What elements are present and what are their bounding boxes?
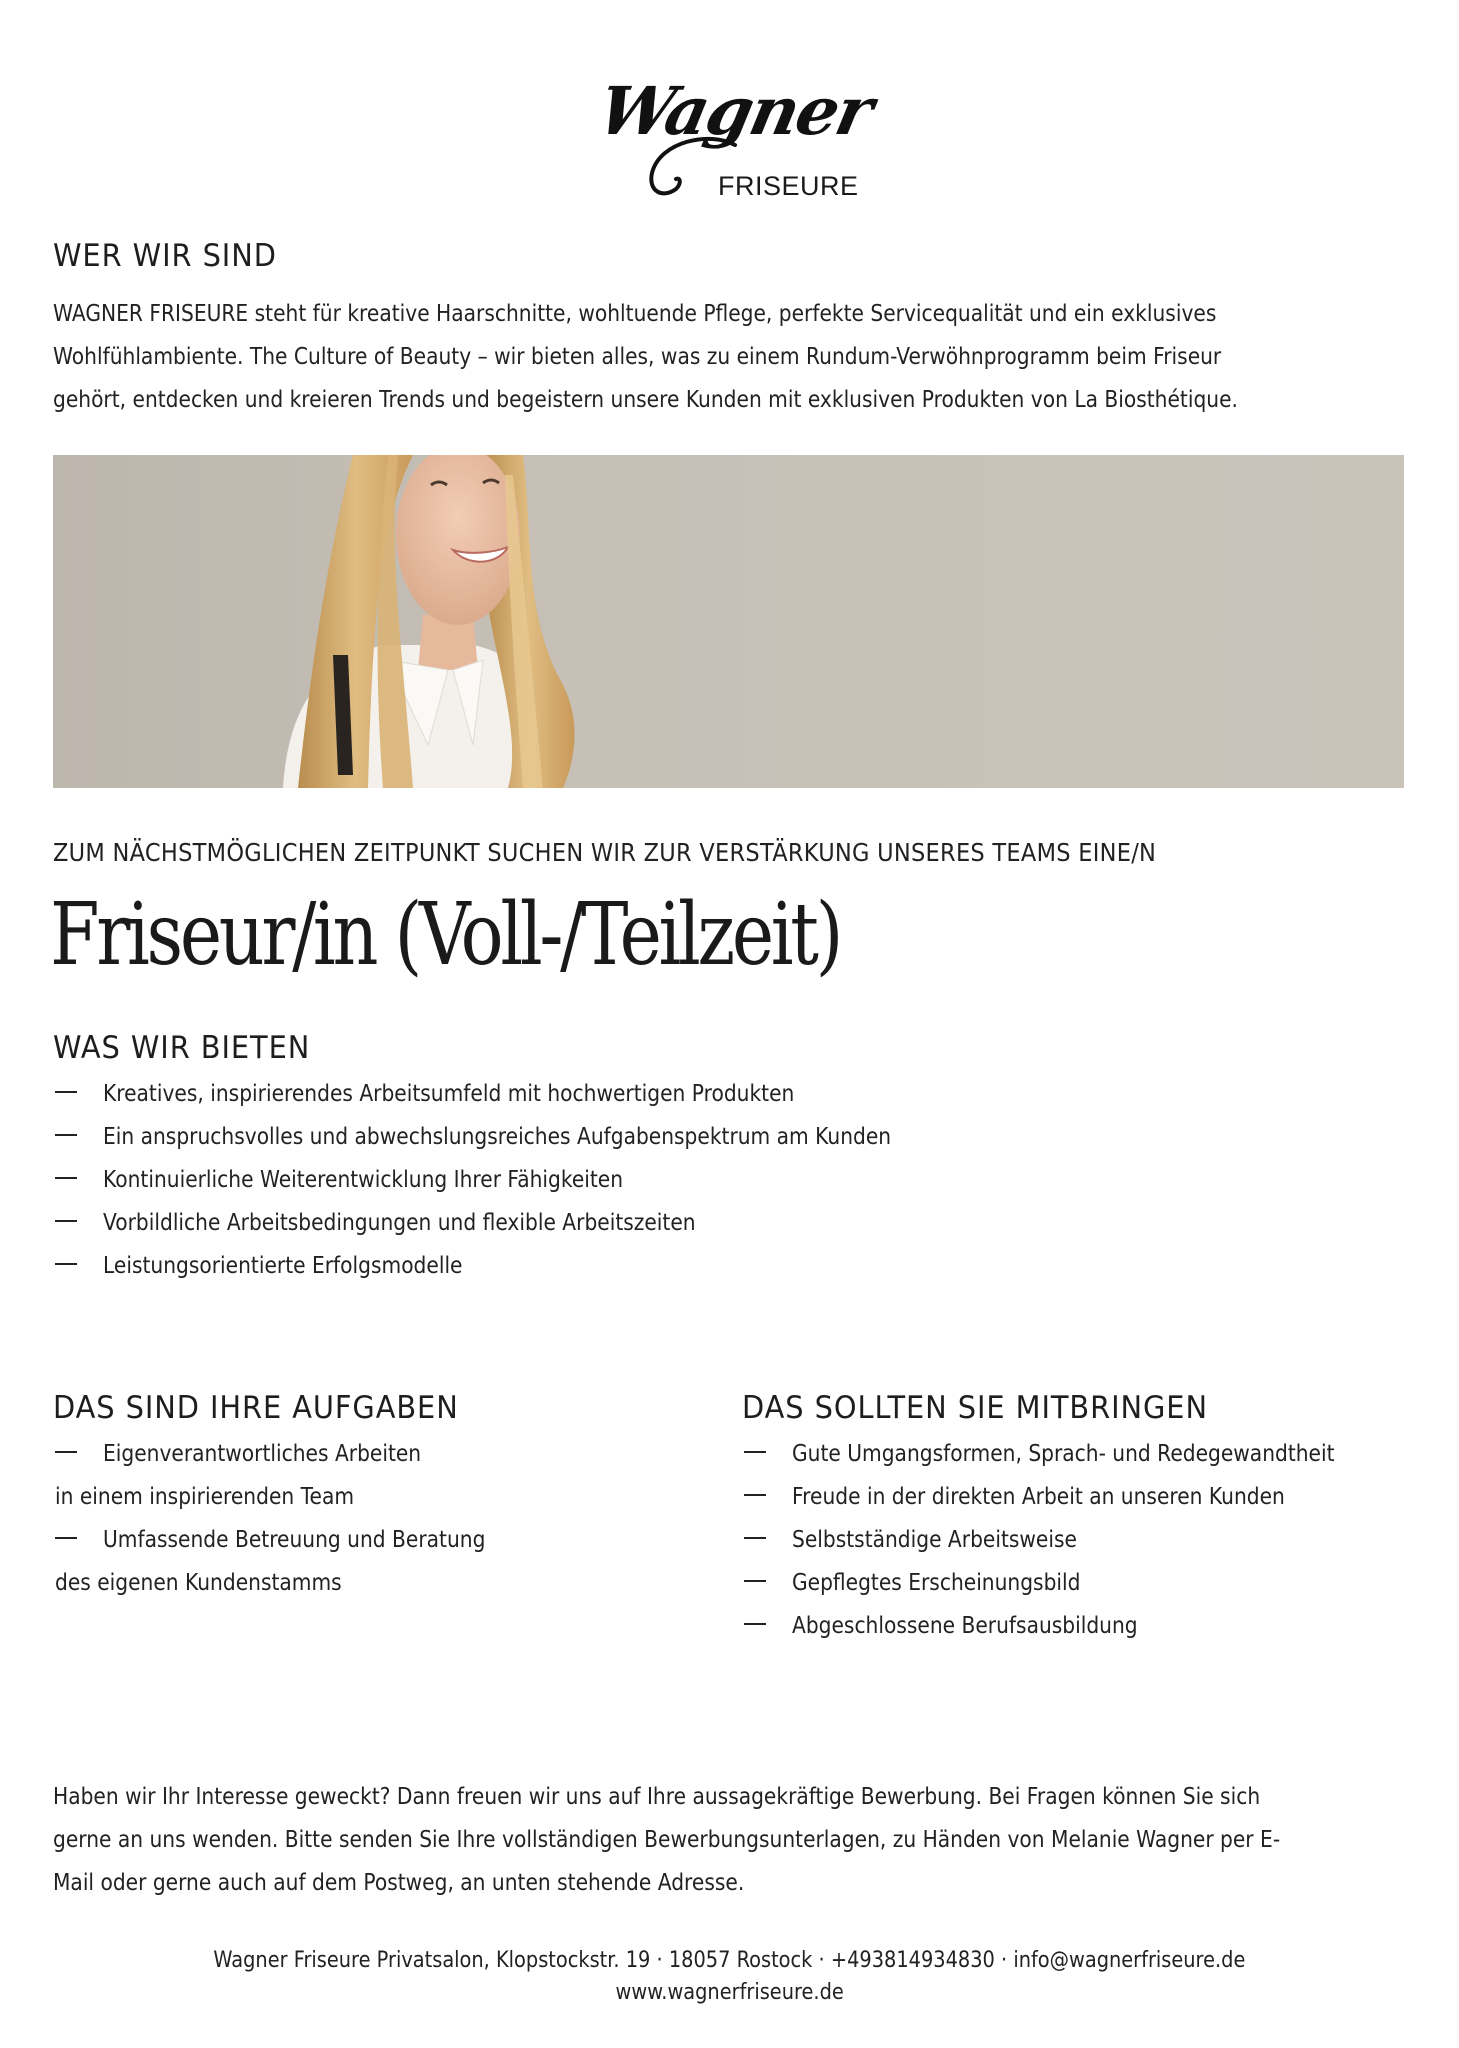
offer-list: [55, 1072, 1019, 1287]
dash-bullet-icon: [744, 1451, 766, 1453]
logo-subtitle: FRISEURE: [718, 171, 859, 201]
dash-bullet-icon: [55, 1451, 77, 1453]
section-heading-tasks: DAS SIND IHRE AUFGABEN: [53, 1390, 459, 1426]
job-title: Friseur/in (Voll-/Teilzeit): [50, 885, 841, 985]
dash-bullet-icon: [744, 1537, 766, 1539]
list-item-continuation: in einem inspirierenden Team: [55, 1482, 355, 1510]
about-paragraph: [53, 292, 1395, 421]
dash-bullet-icon: [744, 1494, 766, 1496]
about-line: Wohlfühlambiente. The Culture of Beauty – wir bieten alles, was zu einem Rundum-Verwöhnprogramm beim Friseur: [53, 342, 1222, 370]
list-item: Gepflegtes Erscheinungsbild: [744, 1561, 1423, 1604]
apply-line: Mail oder gerne auch auf dem Postweg, an unten stehende Adresse.: [53, 1868, 745, 1896]
apply-paragraph: [53, 1775, 1412, 1904]
dash-bullet-icon: [55, 1091, 77, 1093]
list-item: Kontinuierliche Weiterentwicklung Ihrer Fähigkeiten: [55, 1158, 1019, 1201]
list-item: Umfassende Betreuung und Beratung: [55, 1518, 548, 1561]
brand-logo: [591, 72, 879, 203]
dash-bullet-icon: [55, 1220, 77, 1222]
website-link[interactable]: www.wagnerfriseure.de: [615, 1980, 844, 2005]
section-heading-requirements: DAS SOLLTEN SIE MITBRINGEN: [742, 1390, 1208, 1426]
dash-bullet-icon: [55, 1537, 77, 1539]
about-line: gehört, entdecken und kreieren Trends und begeistern unsere Kunden mit exklusiven Produkten von La Biosthétique.: [53, 385, 1238, 413]
apply-line: Haben wir Ihr Interesse geweckt? Dann freuen wir uns auf Ihre aussagekräftige Bewerbung. Bei Fragen können Sie sich: [53, 1782, 1261, 1810]
list-item: Freude in der direkten Arbeit an unseren Kunden: [744, 1475, 1423, 1518]
list-item: Eigenverantwortliches Arbeiten: [55, 1432, 548, 1475]
apply-line: gerne an uns wenden. Bitte senden Sie Ihre vollständigen Bewerbungsunterlagen, zu Händen von Melanie Wagner per E-: [53, 1825, 1281, 1853]
hero-illustration: [53, 455, 1404, 788]
dash-bullet-icon: [55, 1177, 77, 1179]
list-item: Vorbildliche Arbeitsbedingungen und flexible Arbeitszeiten: [55, 1201, 1019, 1244]
footer-address-text: Wagner Friseure Privatsalon, Klopstockstr. 19 · 18057 Rostock · +493814934830 · info@wagnerfriseure.de: [213, 1948, 1246, 1973]
job-intro: ZUM NÄCHSTMÖGLICHEN ZEITPUNKT SUCHEN WIR ZUR VERSTÄRKUNG UNSERES TEAMS EINE/N: [53, 838, 1157, 867]
list-item: Gute Umgangsformen, Sprach- und Redegewandtheit: [744, 1432, 1423, 1475]
list-item: Leistungsorientierte Erfolgsmodelle: [55, 1244, 1019, 1287]
dash-bullet-icon: [55, 1134, 77, 1136]
footer-website[interactable]: [0, 1980, 1459, 2005]
list-item: Abgeschlossene Berufsausbildung: [744, 1604, 1423, 1647]
footer-address: [0, 1948, 1459, 1973]
tasks-list: [55, 1432, 548, 1604]
section-heading-offer: WAS WIR BIETEN: [53, 1030, 311, 1066]
list-item-continuation: des eigenen Kundenstamms: [55, 1568, 342, 1596]
logo-script-wordmark: Wagner: [591, 72, 879, 150]
list-item: Ein anspruchsvolles und abwechslungsreiches Aufgabenspektrum am Kunden: [55, 1115, 1019, 1158]
hero-photo: [53, 455, 1404, 788]
about-line: WAGNER FRISEURE steht für kreative Haarschnitte, wohltuende Pflege, perfekte Servicequalität und ein exklusives: [53, 299, 1217, 327]
section-heading-about: WER WIR SIND: [53, 238, 277, 274]
dash-bullet-icon: [744, 1623, 766, 1625]
list-item: Selbstständige Arbeitsweise: [744, 1518, 1423, 1561]
list-item: Kreatives, inspirierendes Arbeitsumfeld mit hochwertigen Produkten: [55, 1072, 1019, 1115]
dash-bullet-icon: [744, 1580, 766, 1582]
dash-bullet-icon: [55, 1263, 77, 1265]
requirements-list: [744, 1432, 1423, 1647]
